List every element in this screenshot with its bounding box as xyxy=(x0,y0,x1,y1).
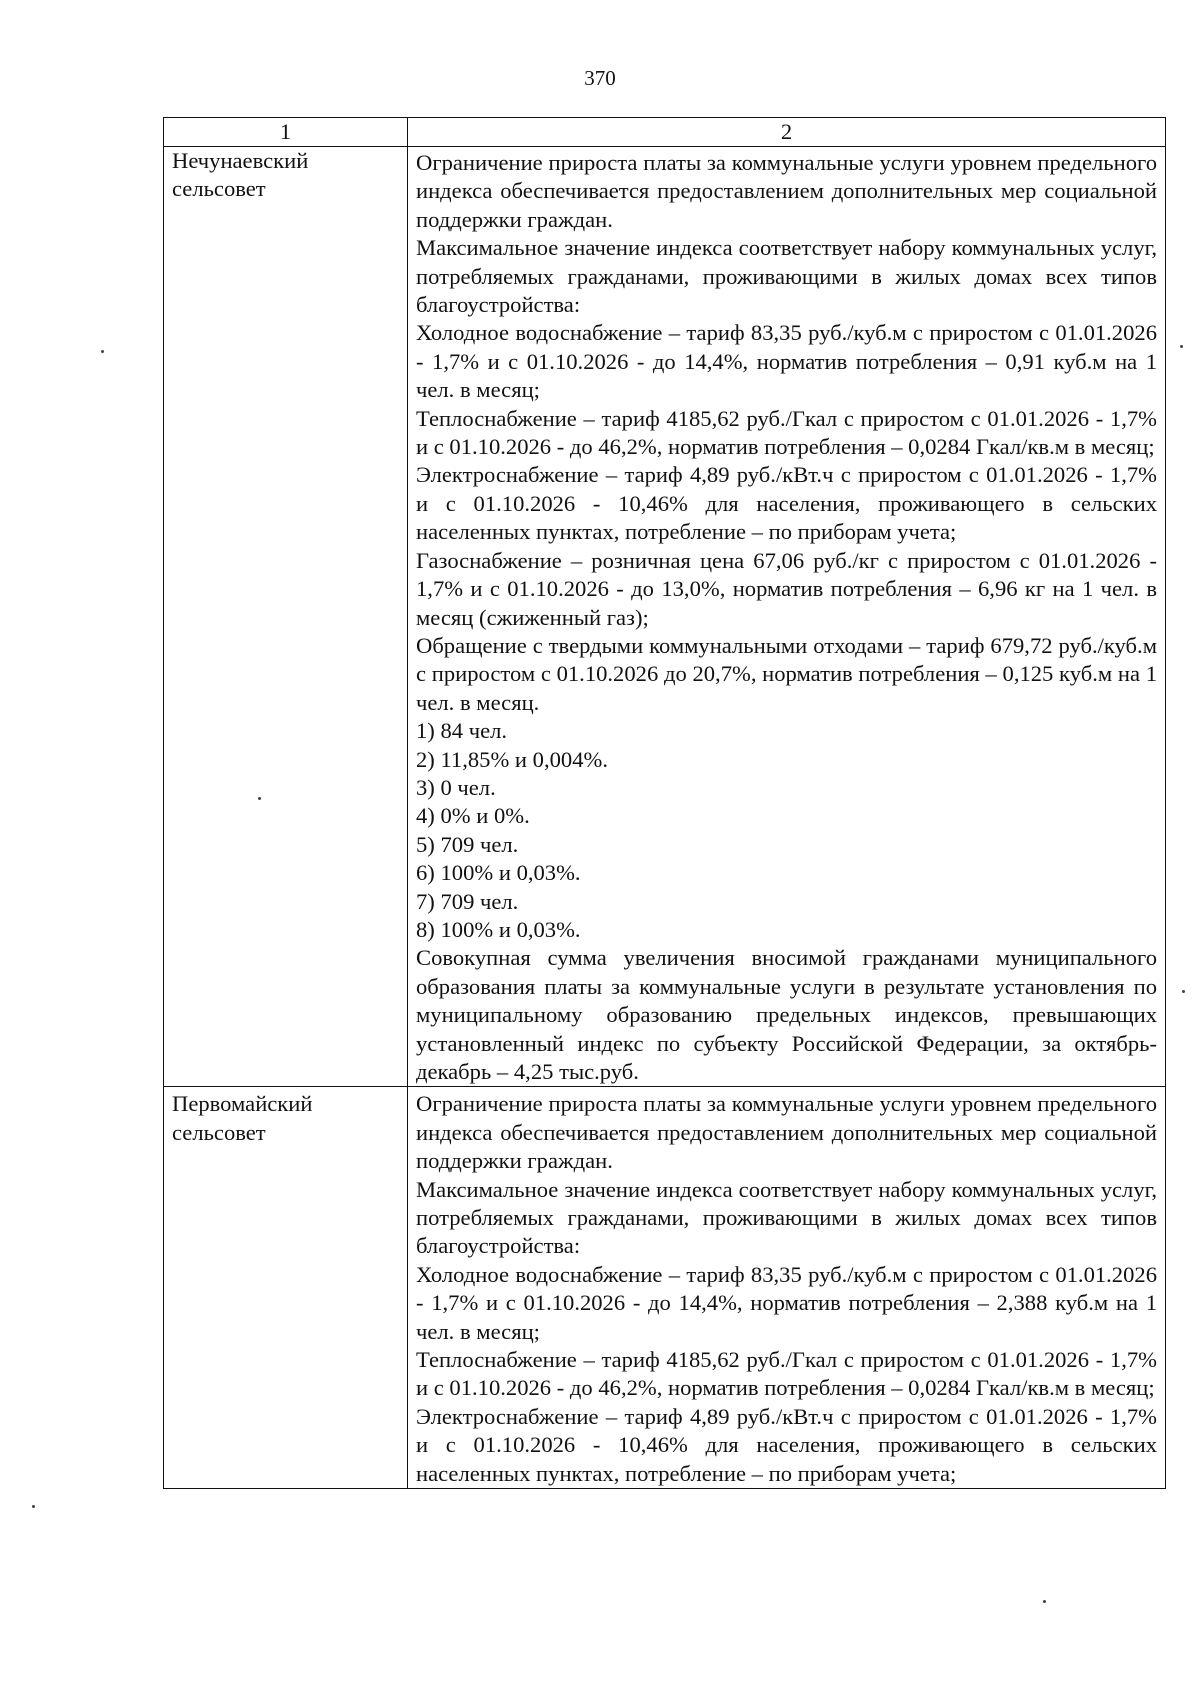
page-number: 370 xyxy=(584,66,616,90)
list-item: 7) 709 чел. xyxy=(416,888,519,914)
paragraph-max-index: Максимальное значение индекса соответствует набору коммунальных услуг, потребляемых гражданами, проживающими в жилых домах всех типов благоустройства: xyxy=(416,235,1157,318)
list-item: 4) 0% и 0%. xyxy=(416,803,530,829)
list-item: 2) 11,85% и 0,004%. xyxy=(416,746,608,772)
paragraph-cold-water: Холодное водоснабжение – тариф 83,35 руб./куб.м с приростом с 01.01.2026 - 1,7% и с 01.10.2026 - до 14,4%, норматив потребления – 0,91 куб.м на 1 чел. в месяц; xyxy=(416,320,1157,403)
tariff-table xyxy=(163,117,1166,1489)
scan-speck xyxy=(1043,1600,1046,1603)
scan-speck xyxy=(32,1505,35,1508)
list-item: 1) 84 чел. xyxy=(416,718,508,744)
column-header-1: 1 xyxy=(164,118,408,147)
municipality-name: Первомайский сельсовет xyxy=(164,1087,408,1489)
paragraph-heating: Теплоснабжение – тариф 4185,62 руб./Гкал с приростом с 01.01.2026 - 1,7% и с 01.10.2026 - до 46,2%, норматив потребления – 0,0284 Гкал/кв.м в месяц; xyxy=(416,405,1157,460)
paragraph-limit: Ограничение прироста платы за коммунальные услуги уровнем предельного индекса обеспечивается предоставлением дополнительных мер социальной поддержки граждан. xyxy=(416,150,1157,232)
paragraph-gas: Газоснабжение – розничная цена 67,06 руб./кг с приростом с 01.01.2026 - 1,7% и с 01.10.2026 - до 13,0%, норматив потребления – 6,96 кг на 1 чел. в месяц (сжиженный газ); xyxy=(416,547,1157,630)
measures-description xyxy=(408,147,1166,1087)
list-item: 6) 100% и 0,03%. xyxy=(416,860,581,886)
paragraph-solid-waste: Обращение с твердыми коммунальными отходами – тариф 679,72 руб./куб.м с приростом с 01.10.2026 до 20,7%, норматив потребления – 0,125 куб.м на 1 чел. в месяц. xyxy=(416,632,1157,715)
scan-speck xyxy=(258,797,261,800)
scan-speck xyxy=(1182,990,1185,993)
paragraph-electricity: Электроснабжение – тариф 4,89 руб./кВт.ч с приростом с 01.01.2026 - 1,7% и с 01.10.2026 - 10,46% для населения, проживающего в сельских населенных пунктах, потребление – по приборам учета; xyxy=(416,462,1157,545)
table-row xyxy=(164,1087,1166,1489)
scan-speck xyxy=(1180,345,1183,348)
paragraph-heating: Теплоснабжение – тариф 4185,62 руб./Гкал с приростом с 01.01.2026 - 1,7% и с 01.10.2026 - до 46,2%, норматив потребления – 0,0284 Гкал/кв.м в месяц; xyxy=(416,1347,1157,1401)
measures-description xyxy=(408,1087,1166,1489)
table-row xyxy=(164,147,1166,1087)
list-item: 5) 709 чел. xyxy=(416,831,519,857)
list-item: 8) 100% и 0,03%. xyxy=(416,916,581,942)
scan-speck xyxy=(101,350,104,353)
column-header-2: 2 xyxy=(408,118,1166,147)
paragraph-limit: Ограничение прироста платы за коммунальные услуги уровнем предельного индекса обеспечивается предоставлением дополнительных мер социальной поддержки граждан. xyxy=(416,1091,1157,1174)
list-item: 3) 0 чел. xyxy=(416,774,496,800)
paragraph-max-index: Максимальное значение индекса соответствует набору коммунальных услуг, потребляемых гражданами, проживающими в жилых домах всех типов благоустройства: xyxy=(416,1176,1157,1259)
table-header-row xyxy=(164,118,1166,147)
paragraph-electricity: Электроснабжение – тариф 4,89 руб./кВт.ч с приростом с 01.01.2026 - 1,7% и с 01.10.2026 - 10,46% для населения, проживающего в сельских населенных пунктах, потребление – по приборам учета; xyxy=(416,1403,1157,1486)
municipality-name: Нечунаевский сельсовет xyxy=(164,147,408,1087)
paragraph-cold-water: Холодное водоснабжение – тариф 83,35 руб./куб.м с приростом с 01.01.2026 - 1,7% и с 01.10.2026 - до 14,4%, норматив потребления – 2,388 куб.м на 1 чел. в месяц; xyxy=(416,1261,1157,1344)
paragraph-summary: Совокупная сумма увеличения вносимой гражданами муниципального образования платы за коммунальные услуги в результате установления по муниципальному образованию предельных индексов, превышающих установленный индекс по субъекту Российской Федерации, за октябрь-декабрь – 4,25 тыс.руб. xyxy=(416,945,1157,1084)
